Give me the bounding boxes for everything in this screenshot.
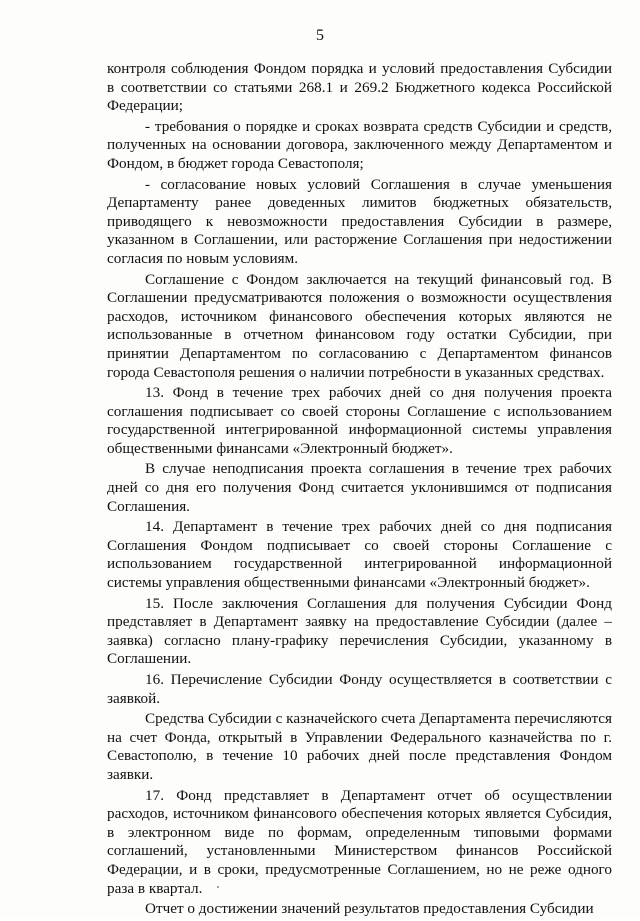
paragraph: 13. Фонд в течение трех рабочих дней со дня получения проекта соглашения подписывает со своей стороны Соглашение с использованием государственной интегрированной информационной системы управления общественными финансами «Электронный бюджет». <box>107 384 612 457</box>
paragraph: - требования о порядке и сроках возврата средств Субсидии и средств, полученных на основании договора, заключенного между Департаментом и Фондом, в бюджет города Севастополя; <box>107 117 612 172</box>
paragraph: В случае неподписания проекта соглашения в течение трех рабочих дней со дня его получения Фонд считается уклонившимся от подписания Соглашения. <box>107 460 612 515</box>
paragraph: 14. Департамент в течение трех рабочих дней со дня подписания Соглашения Фондом подписывает со своей стороны Соглашение с использованием государственной интегрированной информационной системы управления общественными финансами «Электронный бюджет». <box>107 518 612 592</box>
paragraph: Средства Субсидии с казначейского счета Департамента перечисляются на счет Фонда, открытый в Управлении Федерального казначейства по г. Севастополю, в течение 10 рабочих дней после представления Фондом заявки. <box>107 710 612 783</box>
paragraph: Отчет о достижении значений результатов предоставления Субсидии <box>145 900 594 918</box>
paragraph: 16. Перечисление Субсидии Фонду осуществляется в соответствии с заявкой. <box>107 671 612 707</box>
paragraph: 17. Фонд представляет в Департамент отчет об осуществлении расходов, источником финансового обеспечения которых является Субсидия, в электронном виде по формам, определенным типовыми формами соглашений, установленными Министерством финансов Российской Федерации, и в сроки, предусмотренные Соглашением, но не реже одного раза в квартал. <box>107 786 612 897</box>
document-body <box>107 60 612 921</box>
paragraph: - согласование новых условий Соглашения в случае уменьшения Департаменту ранее доведенных лимитов бюджетных обязательств, приводящего к невозможности предоставления Субсидии в размере, указанном в Соглашении, или расторжение Соглашения при недостижении согласия по новым условиям. <box>107 175 612 267</box>
paragraph: Соглашение с Фондом заключается на текущий финансовый год. В Соглашении предусматриваются положения о возможности осуществления расходов, источником финансового обеспечения которых являются не использованные в отчетном финансовом году остатки Субсидии, при принятии Департаментом по согласованию с Департаментом финансов города Севастополя решения о наличии потребности в указанных средствах. <box>107 270 612 381</box>
page-number: 5 <box>316 27 324 44</box>
paragraph: контроля соблюдения Фондом порядка и условий предоставления Субсидии в соответствии со статьями 268.1 и 269.2 Бюджетного кодекса Российской Федерации; <box>107 60 612 115</box>
scan-speck <box>217 886 219 888</box>
paragraph: 15. После заключения Соглашения для получения Субсидии Фонд представляет в Департамент заявку на предоставление Субсидии (далее – заявка) согласно плану-графику перечисления Субсидии, указанному в Соглашении. <box>107 594 612 668</box>
